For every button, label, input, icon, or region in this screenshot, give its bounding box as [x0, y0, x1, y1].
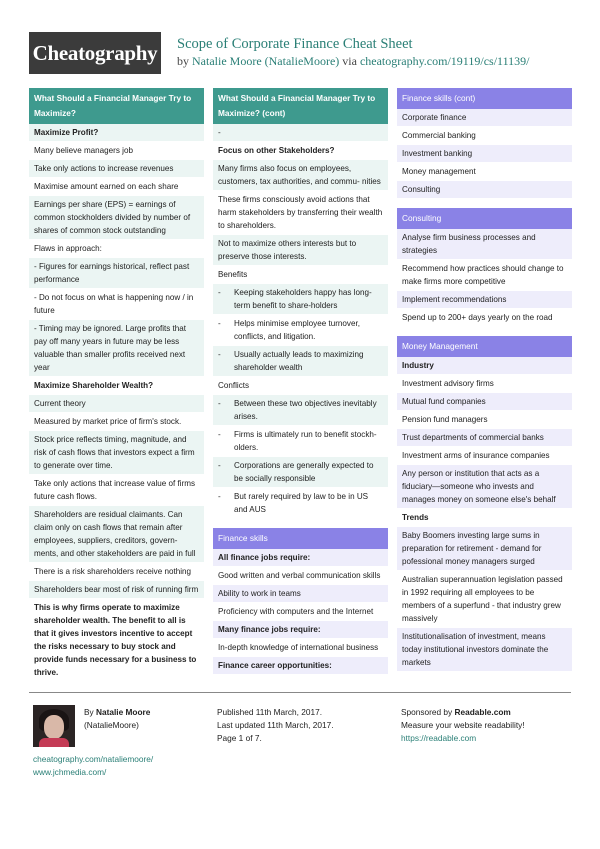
- row: Implement recommendations: [397, 291, 572, 309]
- published-date: Published 11th March, 2017.: [217, 707, 323, 717]
- row: Current theory: [29, 395, 204, 413]
- row-heading: Many finance jobs require:: [213, 621, 388, 639]
- row: Institutionalisation of investment, means today institutional investors dominate the markets: [397, 628, 572, 672]
- row-heading: All finance jobs require:: [213, 549, 388, 567]
- footer-divider: [29, 692, 571, 693]
- column-3: [397, 88, 572, 681]
- avatar-shirt: [39, 738, 69, 747]
- footer-author-line: [84, 706, 150, 719]
- row: Benefits: [213, 266, 388, 284]
- byline: [177, 54, 529, 69]
- footer-sponsor: [401, 706, 525, 745]
- row: Many firms also focus on employees, customers, tax authorities, and commu- nities: [213, 160, 388, 191]
- row: In-depth knowledge of international business: [213, 639, 388, 657]
- bullet-text: Keeping stakeholders happy has long- term benefit to share-holders: [234, 288, 372, 310]
- section-finance-skills: [213, 528, 388, 675]
- row-heading: Trends: [397, 509, 572, 527]
- row: There is a risk shareholders receive nothing: [29, 563, 204, 581]
- bullet-row: [213, 284, 388, 315]
- row: Commercial banking: [397, 127, 572, 145]
- row: Investment advisory firms: [397, 375, 572, 393]
- row: Maximise amount earned on each share: [29, 178, 204, 196]
- bullet-text: Helps minimise employee turnover, conflicts, and litigation.: [234, 319, 360, 341]
- row: Corporate finance: [397, 109, 572, 127]
- row: Earnings per share (EPS) = earnings of common stockholders divided by number of shares of common stock outstanding: [29, 196, 204, 240]
- dash-marker: -: [218, 319, 221, 328]
- section-maximize-cont: [213, 88, 388, 519]
- row: Investment banking: [397, 145, 572, 163]
- footer-by: By: [84, 707, 96, 717]
- section-consulting: [397, 208, 572, 327]
- dash-marker: -: [218, 492, 221, 501]
- page-title: Scope of Corporate Finance Cheat Sheet: [177, 36, 413, 52]
- bullet-row: [213, 457, 388, 488]
- row: Flaws in approach:: [29, 240, 204, 258]
- row: These firms consciously avoid actions that harm stakeholders by transferring their wealth to shareholders.: [213, 191, 388, 235]
- footer-dates: [217, 706, 334, 745]
- section-header: Finance skills: [213, 528, 388, 549]
- page-number: Page 1 of 7.: [217, 733, 262, 743]
- bullet-row: [213, 426, 388, 457]
- by-prefix: by: [177, 54, 192, 68]
- sponsor-prefix: Sponsored by: [401, 707, 455, 717]
- footer-profile-link[interactable]: cheatography.com/nataliemoore/: [33, 754, 154, 764]
- footer-author: [84, 706, 150, 732]
- row: - Timing may be ignored. Large profits that pay off many years in future may be less valuable than smaller profits received next year: [29, 320, 204, 377]
- bullet-row: [213, 346, 388, 377]
- bullet-text: Between these two objectives inevitably arises.: [234, 399, 377, 421]
- footer-author-name: Natalie Moore: [96, 707, 151, 717]
- section-header: Consulting: [397, 208, 572, 229]
- cheatography-logo[interactable]: Cheatography: [29, 32, 161, 74]
- via-text: via: [339, 54, 360, 68]
- row: Money management: [397, 163, 572, 181]
- section-header: What Should a Financial Manager Try to Maximize? (cont): [213, 88, 388, 124]
- row: -: [213, 124, 388, 142]
- row: Ability to work in teams: [213, 585, 388, 603]
- bullet-text: But rarely required by law to be in US and AUS: [234, 492, 369, 514]
- row: Mutual fund companies: [397, 393, 572, 411]
- row: Pension fund managers: [397, 411, 572, 429]
- section-finance-skills-cont: [397, 88, 572, 199]
- row: Not to maximize others interests but to preserve those interests.: [213, 235, 388, 266]
- bullet-text: Firms is ultimately run to benefit stockh- olders.: [234, 430, 377, 452]
- row-heading: Maximize Profit?: [29, 124, 204, 142]
- dash-marker: -: [218, 288, 221, 297]
- row: Any person or institution that acts as a fiduciary—someone who invests and manages money on someone else's behalf: [397, 465, 572, 509]
- column-1: [29, 88, 204, 691]
- row: Shareholders bear most of risk of running firm: [29, 581, 204, 599]
- column-2: [213, 88, 388, 684]
- row: Many believe managers job: [29, 142, 204, 160]
- row: Spend up to 200+ days yearly on the road: [397, 309, 572, 327]
- row: Conflicts: [213, 377, 388, 395]
- row: Proficiency with computers and the Internet: [213, 603, 388, 621]
- sponsor-name: Readable.com: [454, 707, 511, 717]
- bullet-text: Corporations are generally expected to be socially responsible: [234, 461, 374, 483]
- row: Recommend how practices should change to make firms more competitive: [397, 260, 572, 291]
- sheet-url-link[interactable]: cheatography.com/19119/cs/11139/: [359, 54, 530, 68]
- row: Take only actions that increase value of firms future cash flows.: [29, 475, 204, 506]
- row: Analyse firm business processes and strategies: [397, 229, 572, 260]
- bullet-text: Usually actually leads to maximizing shareholder wealth: [234, 350, 364, 372]
- author-link[interactable]: Natalie Moore (NatalieMoore): [192, 54, 340, 68]
- row: Stock price reflects timing, magnitude, and risk of cash flows that investors expect a firm to generate over time.: [29, 431, 204, 475]
- row: Australian superannuation legislation passed in 1992 requiring all employees to be members of a superfund - that industry grew massively: [397, 571, 572, 628]
- row: Baby Boomers investing large sums in preparation for retirement - demand for pofessional money managers surged: [397, 527, 572, 571]
- row: Good written and verbal communication skills: [213, 567, 388, 585]
- sponsor-line: [401, 706, 525, 719]
- dash-marker: -: [218, 430, 221, 439]
- row-heading: Industry: [397, 357, 572, 375]
- avatar-face: [44, 715, 64, 739]
- dash-marker: -: [218, 399, 221, 408]
- row-bold-conclusion: This is why firms operate to maximize shareholder wealth. The benefit to all is that it gives investors incentive to accept the risks necessary to buy stock and provide funds necessary for a business to thrive.: [29, 599, 204, 682]
- bullet-row: [213, 315, 388, 346]
- row: Trust departments of commercial banks: [397, 429, 572, 447]
- section-maximize: [29, 88, 204, 682]
- row: Shareholders are residual claimants. Can claim only on cash flows that remain after employees, suppliers, creditors, govern- ments, and other stakeholders are paid in full: [29, 506, 204, 563]
- row: - Do not focus on what is happening now / in future: [29, 289, 204, 320]
- footer-author-handle: (NatalieMoore): [84, 720, 139, 730]
- bullet-row: [213, 395, 388, 426]
- row-heading: Maximize Shareholder Wealth?: [29, 377, 204, 395]
- section-header: Money Management: [397, 336, 572, 357]
- author-avatar: [33, 705, 75, 747]
- row: Consulting: [397, 181, 572, 199]
- row: Investment arms of insurance companies: [397, 447, 572, 465]
- sponsor-link[interactable]: https://readable.com: [401, 733, 477, 743]
- footer-website-link[interactable]: www.jchmedia.com/: [33, 767, 107, 777]
- section-header: What Should a Financial Manager Try to Maximize?: [29, 88, 204, 124]
- section-money-management: [397, 336, 572, 672]
- row: - Figures for earnings historical, reflect past performance: [29, 258, 204, 289]
- row: Measured by market price of firm's stock.: [29, 413, 204, 431]
- section-header: Finance skills (cont): [397, 88, 572, 109]
- row-heading: Finance career opportunities:: [213, 657, 388, 675]
- updated-date: Last updated 11th March, 2017.: [217, 720, 334, 730]
- dash-marker: -: [218, 350, 221, 359]
- row-heading: Focus on other Stakeholders?: [213, 142, 388, 160]
- bullet-row: [213, 488, 388, 519]
- dash-marker: -: [218, 461, 221, 470]
- row: Take only actions to increase revenues: [29, 160, 204, 178]
- sponsor-text: Measure your website readability!: [401, 720, 525, 730]
